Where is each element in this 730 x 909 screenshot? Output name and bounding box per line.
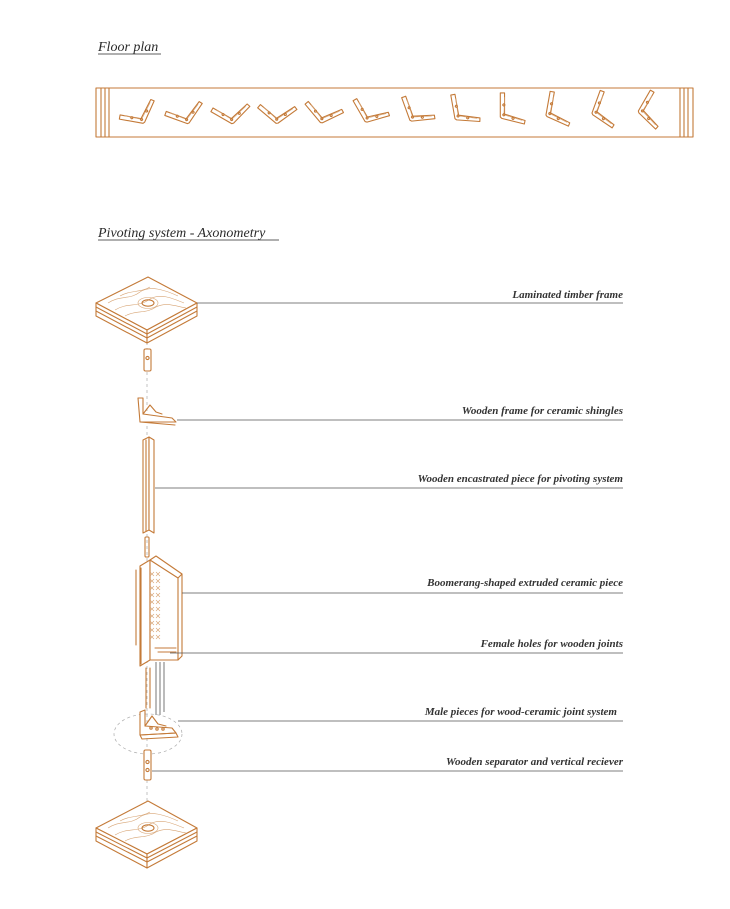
label-text: Wooden encastrated piece for pivoting system — [417, 473, 623, 485]
lower-pins — [146, 662, 164, 715]
boomerang-shape — [536, 90, 575, 133]
label-text: Wooden frame for ceramic shingles — [461, 405, 623, 417]
shingle-frame-bracket — [138, 398, 176, 425]
boomerang-shape — [210, 99, 253, 128]
label-boomerang-ceramic-piece — [182, 577, 623, 593]
boomerang-shape — [257, 101, 298, 124]
ceramic-piece — [136, 556, 182, 666]
floor-plan-end-lines-left — [101, 88, 109, 137]
boomerang-row — [118, 89, 664, 133]
axonometry-title: Pivoting system - Axonometry — [98, 226, 266, 241]
bottom-timber-block — [96, 801, 197, 868]
label-text: Wooden separator and vertical reciever — [446, 756, 623, 768]
boomerang-shape — [395, 95, 439, 130]
boomerang-shape — [441, 93, 484, 132]
boomerang-shape — [488, 91, 530, 133]
label-text: Laminated timber frame — [512, 289, 623, 301]
boomerang-shape — [304, 101, 345, 124]
top-timber-block — [96, 277, 197, 343]
label-text: Boomerang-shaped extruded ceramic piece — [427, 577, 623, 589]
top-separator — [144, 349, 151, 371]
label-male-pieces — [178, 706, 623, 721]
label-laminated-timber-frame — [197, 289, 623, 303]
label-wooden-encastrated-piece — [155, 473, 623, 488]
boomerang-shape — [634, 89, 663, 132]
floor-plan-drawing — [96, 88, 693, 137]
label-wooden-frame-ceramic-shingles — [177, 405, 623, 420]
label-text: Male pieces for wood-ceramic joint system — [424, 706, 617, 718]
boomerang-shape — [118, 94, 161, 133]
label-female-holes — [170, 638, 623, 653]
label-wooden-separator — [152, 756, 624, 771]
floor-plan-end-lines-right — [680, 88, 688, 137]
encastrated-plank — [143, 437, 154, 533]
bottom-separator — [144, 750, 151, 780]
male-joint-pieces — [114, 710, 182, 754]
boomerang-shape — [349, 98, 392, 127]
floor-plan-title: Floor plan — [98, 40, 159, 55]
boomerang-shape — [585, 89, 620, 133]
label-text: Female holes for wooden joints — [480, 638, 623, 650]
boomerang-shape — [164, 96, 208, 131]
